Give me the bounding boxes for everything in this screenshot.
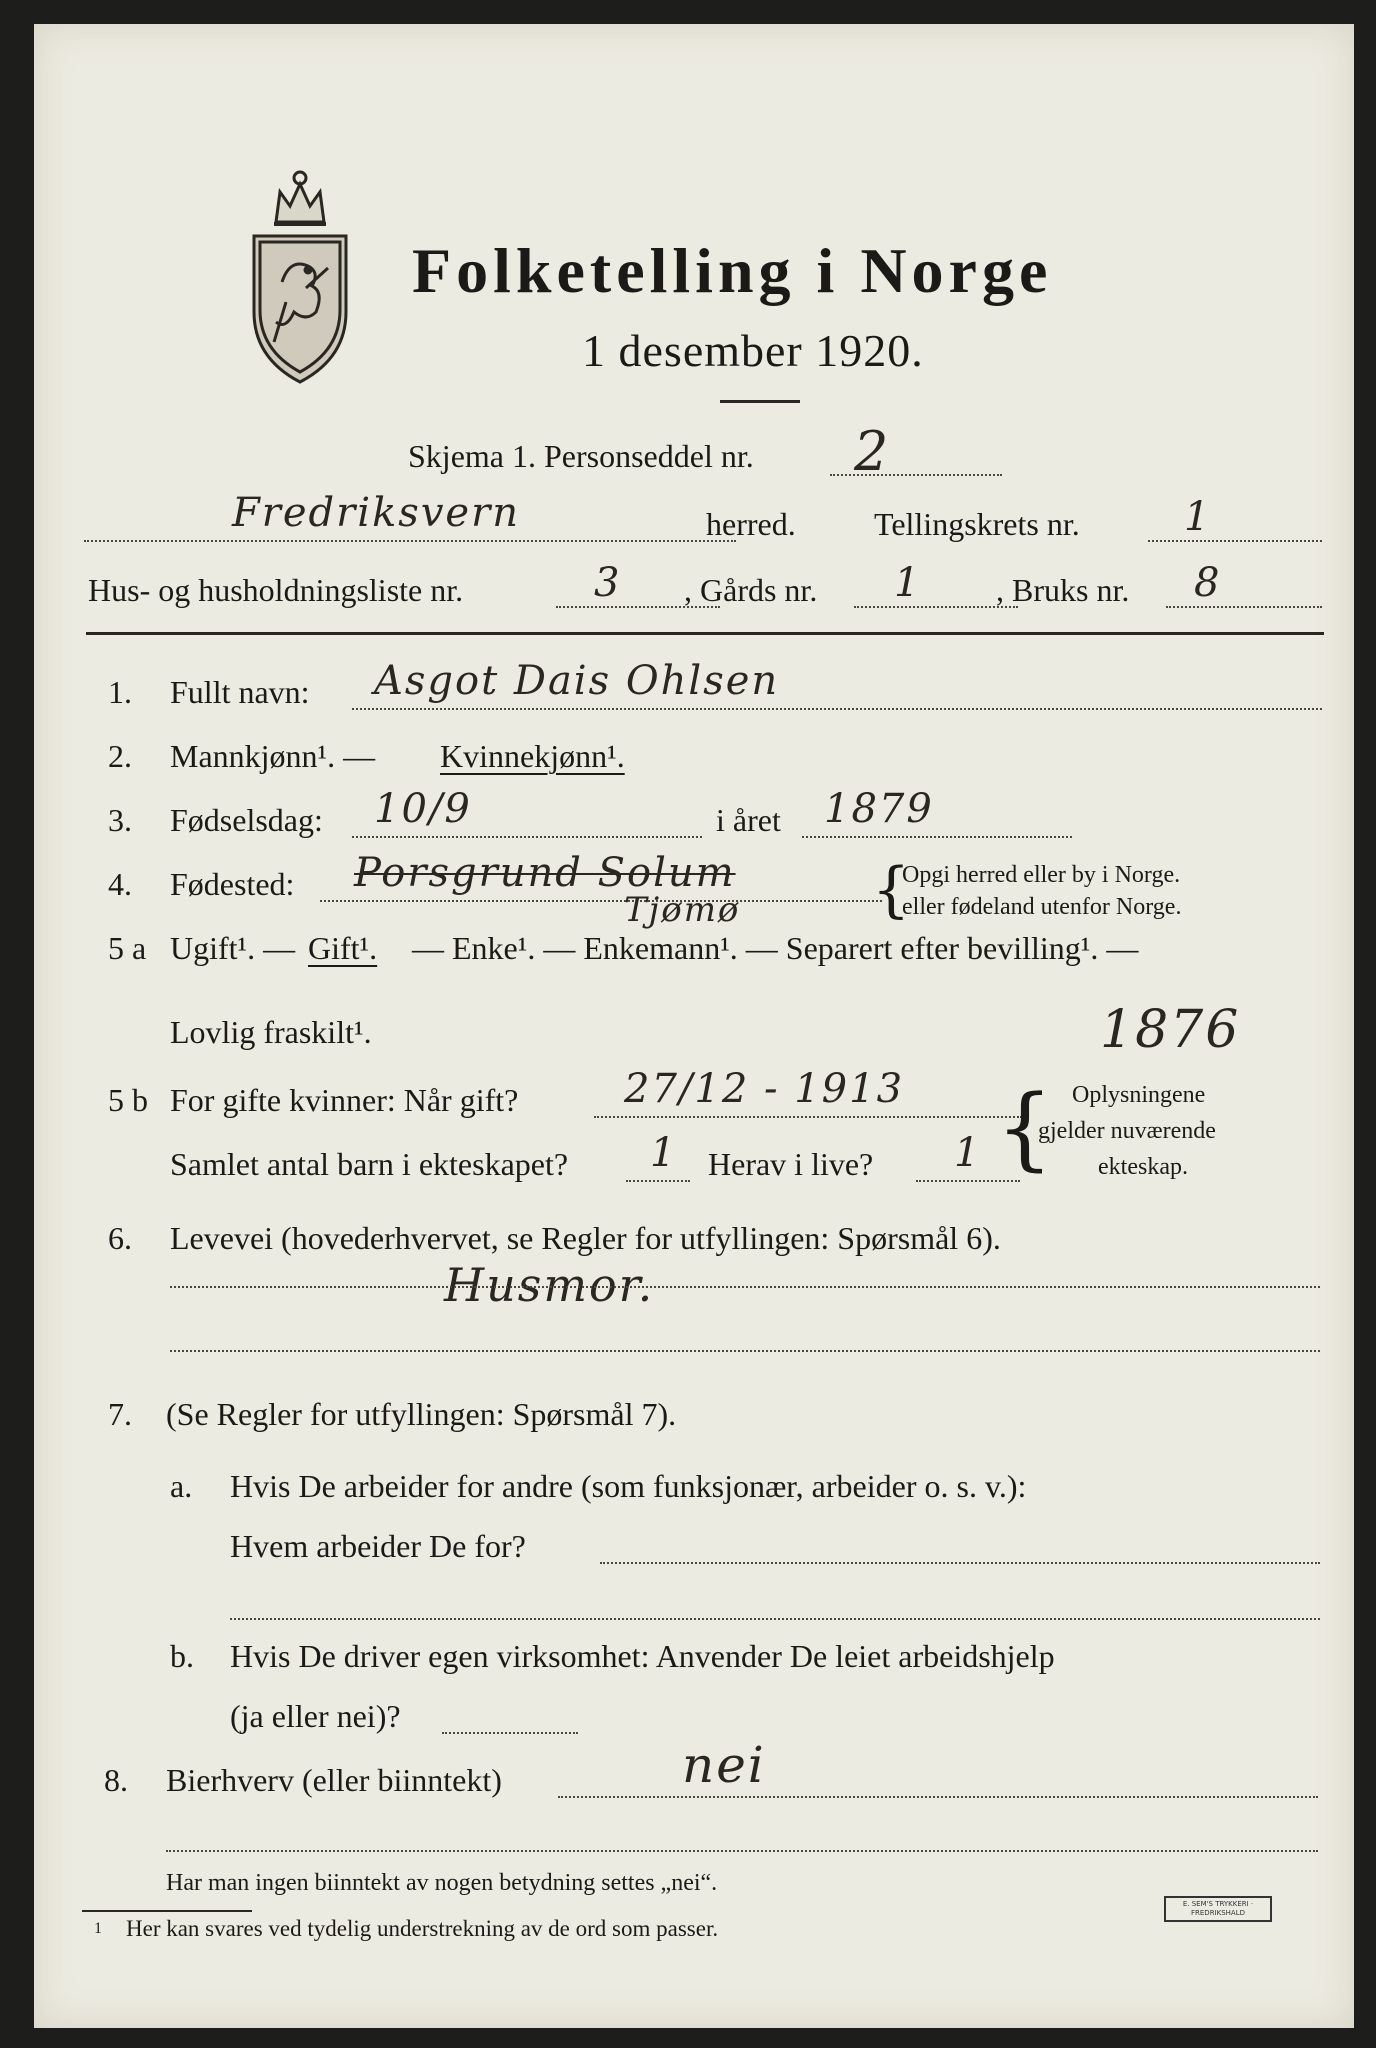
q4-line <box>320 900 882 902</box>
bruks-line <box>1166 606 1322 608</box>
married-option[interactable]: Gift¹. <box>308 930 378 966</box>
children-label: Samlet antal barn i ekteskapet? <box>170 1146 569 1182</box>
q5b-note-3: ekteskap. <box>1098 1154 1188 1180</box>
birth-year-value[interactable]: 1879 <box>824 786 934 832</box>
title-divider <box>720 400 800 403</box>
herred-line <box>84 540 736 542</box>
footnote-text: Her kan svares ved tydelig understrekning av de ord som passer. <box>126 1916 719 1941</box>
q5b-number: 5 b <box>108 1082 148 1118</box>
q3-label: Fødselsdag: <box>170 802 323 838</box>
q8-number: 8. <box>104 1762 128 1798</box>
full-name-value[interactable]: Asgot Dais Ohlsen <box>374 658 780 704</box>
q5b-note-2 <box>1038 1118 1216 1145</box>
q5b-note-2-text: gjelder nuværende <box>1038 1118 1216 1144</box>
q7a-text: Hvis De arbeider for andre (som funksjonær, arbeider o. s. v.): <box>230 1468 1027 1504</box>
herred-label: herred. <box>706 506 796 542</box>
hus-label: Hus- og husholdningsliste nr. <box>88 572 464 608</box>
q8-label: Bierhverv (eller biinntekt) <box>166 1762 502 1798</box>
alive-value[interactable]: 1 <box>954 1130 982 1176</box>
employer-line-2 <box>230 1618 1320 1620</box>
printer-stamp: E. SEM'S TRYKKERI · FREDRIKSHALD <box>1164 1896 1272 1922</box>
children-line <box>626 1180 690 1182</box>
birthday-value[interactable]: 10/9 <box>374 786 472 832</box>
q5b-brace: { <box>996 1076 1054 1181</box>
margin-note-year: 1876 <box>1100 1000 1241 1060</box>
gards-line <box>854 606 1018 608</box>
form-date: 1 desember 1920. <box>582 325 924 376</box>
q1-number: 1. <box>108 674 132 710</box>
occupation-line-2 <box>170 1350 1320 1352</box>
tellingskrets-label: Tellingskrets nr. <box>874 506 1080 542</box>
q6-label: Levevei (hovederhvervet, se Regler for utfyllingen: Spørsmål 6). <box>170 1220 1001 1256</box>
gender-male-option[interactable]: Mannkjønn¹. — <box>170 738 376 774</box>
footnote-rule <box>82 1910 252 1912</box>
birthplace-overwrite: Tjømø <box>624 890 741 930</box>
footnote-mark: 1 <box>94 1920 102 1937</box>
personseddel-value[interactable]: 2 <box>854 420 891 483</box>
schema-label: Skjema 1. Personseddel nr. <box>408 438 754 474</box>
side-income-line-2 <box>166 1850 1318 1852</box>
q4-note-1: Opgi herred eller by i Norge. <box>902 862 1181 888</box>
year-line <box>802 836 1072 838</box>
q7b-question: (ja eller nei)? <box>230 1698 401 1734</box>
q7a-letter: a. <box>170 1468 193 1504</box>
gards-label: , Gårds nr. <box>684 572 818 608</box>
gender-female-option[interactable]: Kvinnekjønn¹. <box>440 738 625 774</box>
occupation-line-1 <box>170 1286 1320 1288</box>
q6-number: 6. <box>108 1220 132 1256</box>
q1-label: Fullt navn: <box>170 674 310 710</box>
marital-other-options[interactable]: — Enke¹. — Enkemann¹. — Separert efter bevilling¹. — <box>412 930 1139 966</box>
q7b-letter: b. <box>170 1638 194 1674</box>
birthplace-value[interactable]: Porsgrund Solum <box>354 850 736 896</box>
side-income-line <box>558 1796 1318 1798</box>
tellingskrets-value[interactable]: 1 <box>1184 494 1212 540</box>
q3-number: 3. <box>108 802 132 838</box>
norway-coat-of-arms-icon <box>246 162 354 388</box>
q4-number: 4. <box>108 866 132 902</box>
employer-line-1 <box>600 1562 1320 1564</box>
footer-instruction: Har man ingen biinntekt av nogen betydning settes „nei“. <box>166 1870 718 1896</box>
gards-value[interactable]: 1 <box>894 560 922 606</box>
hus-value[interactable]: 3 <box>594 560 622 606</box>
side-income-value[interactable]: nei <box>682 1736 766 1794</box>
bruks-label: , Bruks nr. <box>996 572 1130 608</box>
q5b-note-1: Oplysningene <box>1072 1082 1206 1108</box>
occupation-value[interactable]: Husmor. <box>444 1258 655 1312</box>
q3-line <box>352 836 702 838</box>
q2-number: 2. <box>108 738 132 774</box>
married-date-value[interactable]: 27/12 - 1913 <box>624 1066 905 1112</box>
married-date-label: For gifte kvinner: Når gift? <box>170 1082 519 1118</box>
q4-note-2: eller fødeland utenfor Norge. <box>902 894 1182 920</box>
divorced-option[interactable]: Lovlig fraskilt¹. <box>170 1014 372 1050</box>
form-title: Folketelling i Norge <box>412 235 1053 306</box>
hired-help-line <box>442 1732 578 1734</box>
tellingskrets-line <box>1148 540 1322 542</box>
unmarried-option[interactable]: Ugift¹. — <box>170 930 296 966</box>
header-separator <box>86 632 1324 635</box>
q7-label: (Se Regler for utfyllingen: Spørsmål 7). <box>166 1396 677 1432</box>
herred-value[interactable]: Fredriksvern <box>232 490 520 536</box>
year-label: i året <box>716 802 781 838</box>
q4-brace: { <box>872 855 911 925</box>
alive-label: Herav i live? <box>708 1146 874 1182</box>
q4-label: Fødested: <box>170 866 295 902</box>
q7b-text: Hvis De driver egen virksomhet: Anvender De leiet arbeidshjelp <box>230 1638 1055 1674</box>
q1-line <box>352 708 1322 710</box>
q7a-question: Hvem arbeider De for? <box>230 1528 526 1564</box>
q7-number: 7. <box>108 1396 132 1432</box>
bruks-value[interactable]: 8 <box>1194 560 1222 606</box>
children-value[interactable]: 1 <box>650 1130 678 1176</box>
census-form-page <box>34 24 1354 2028</box>
q5a-number: 5 a <box>108 930 147 966</box>
married-date-line <box>594 1116 1022 1118</box>
